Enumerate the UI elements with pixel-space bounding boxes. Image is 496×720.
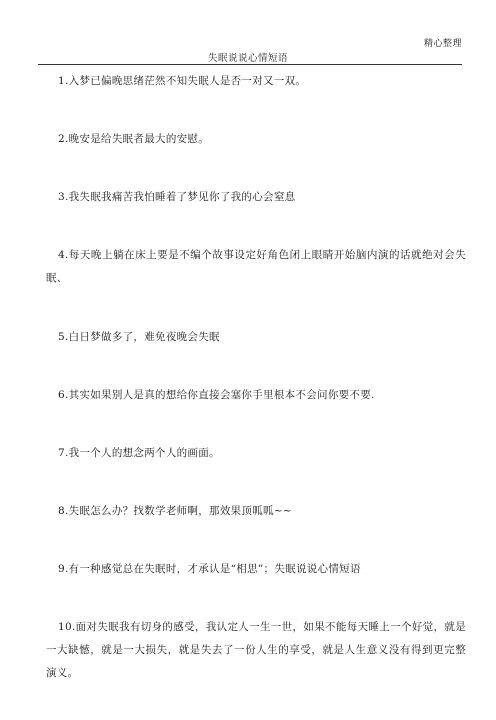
paragraph-5: 5.白日梦做多了，难免夜晚会失眠: [58, 331, 220, 343]
paragraph-9: 9.有一种感觉总在失眠时，才承认是“相思”；失眠说说心情短语: [58, 563, 361, 575]
paragraph-6: 6.其实如果别人是真的想给你直接会塞你手里根本不会问你要不要.: [58, 389, 375, 401]
paragraph-2: 2.晚安是给失眠者最大的安慰。: [58, 133, 210, 145]
paragraph-10: 10.面对失眠我有切身的感受，我认定人一生一世，如果不能每天睡上一个好觉，就是一大缺憾，就是一大损失，就是失去了一份人生的享受，就是人生意义没有得到更完整演义。: [46, 621, 466, 679]
paragraph-3: 3.我失眠我痛苦我怕睡着了梦见你了我的心会窒息: [58, 191, 296, 203]
corner-label: 精心整理: [423, 39, 462, 49]
page-header-title: 失眠说说心情短语: [207, 53, 288, 64]
paragraph-4: 4.每天晚上躺在床上要是不编个故事设定好角色闭上眼睛开始脑内演的话就绝对会失眠、: [46, 249, 466, 284]
paragraph-8: 8.失眠怎么办？找数学老师啊，那效果顶呱呱~~: [58, 505, 293, 517]
paragraph-1: 1.入梦已偏晚思绪茫然不知失眠人是否一对又一双。: [58, 75, 307, 87]
document-body: [46, 70, 466, 720]
header-rule: [38, 64, 462, 65]
paragraph-7: 7.我一个人的想念两个人的画面。: [58, 447, 220, 459]
